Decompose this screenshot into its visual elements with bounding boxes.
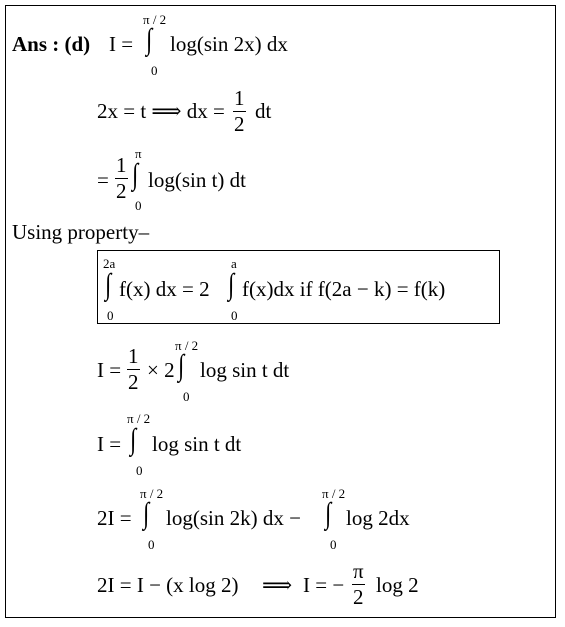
line2-dt: dt (255, 99, 272, 123)
prop-right-part: f(x)dx if f(2a − k) = f(k) (242, 277, 446, 301)
line7-integrand-1: log(sin 2k) dx − (166, 506, 301, 530)
line7-integral-sign-2: ∫ (325, 497, 332, 530)
fraction-numerator: 1 (234, 86, 245, 110)
line1-integral-sign: ∫ (146, 23, 153, 56)
line5-upper-limit: π / 2 (175, 338, 199, 353)
fraction-denominator: 2 (128, 370, 139, 394)
line7-upper-limit-1: π / 2 (140, 486, 164, 501)
prop-left-part: f(x) dx = 2 (119, 277, 210, 301)
prop-lower-limit-1: 0 (107, 308, 114, 323)
line6-upper-limit: π / 2 (127, 411, 151, 426)
line8-fraction-pi-over-2 (352, 561, 365, 608)
line5-lhs: I = (97, 358, 122, 382)
line5-integrand: log sin t dt (200, 358, 290, 382)
fraction-numerator: π (353, 559, 364, 583)
line8-lhs: 2I = I − (x log 2) (97, 573, 239, 597)
fraction-denominator: 2 (116, 179, 127, 203)
prop-lower-limit-2: 0 (231, 308, 238, 323)
line6-lower-limit: 0 (136, 463, 143, 478)
line1-integrand: log(sin 2x) dx (170, 32, 288, 56)
prop-upper-limit-a: a (231, 256, 237, 271)
cut-off-text-fragment (150, 619, 550, 627)
line8-tail: log 2 (376, 573, 419, 597)
prop-integral-sign-2: ∫ (228, 268, 235, 301)
fraction-numerator: 1 (116, 153, 127, 177)
line7-integrand-2: log 2dx (346, 506, 410, 530)
line2-substitution: 2x = t ⟹ dx = (97, 99, 225, 123)
line5-fraction-half (127, 346, 140, 393)
line1-lower-limit: 0 (151, 63, 158, 78)
answer-label: Ans : (d) (12, 32, 91, 56)
line5-times-two: × 2 (147, 358, 175, 382)
line7-lower-limit-2: 0 (330, 537, 337, 552)
line6-integral-sign: ∫ (130, 423, 137, 456)
prop-integral-sign-1: ∫ (105, 268, 112, 301)
line3-integral-sign: ∫ (132, 158, 139, 191)
using-property-text: Using property– (12, 220, 150, 244)
line6-lhs: I = (97, 432, 122, 456)
line7-upper-limit-2: π / 2 (322, 486, 346, 501)
line3-eq: = (97, 168, 109, 192)
line3-integrand: log(sin t) dt (148, 168, 246, 192)
fraction-denominator: 2 (353, 585, 364, 609)
line8-implies-arrow: ⟹ (262, 573, 293, 597)
line3-fraction-half (115, 155, 128, 202)
fraction-numerator: 1 (128, 344, 139, 368)
line6-integrand: log sin t dt (152, 432, 242, 456)
line7-lhs: 2I = (97, 506, 132, 530)
line7-lower-limit-1: 0 (148, 537, 155, 552)
line1-upper-limit: π / 2 (143, 12, 167, 27)
line7-integral-sign-1: ∫ (143, 497, 150, 530)
line8-rhs: I = − (303, 573, 345, 597)
line5-integral-sign: ∫ (178, 349, 185, 382)
line3-upper-limit: π (135, 146, 142, 161)
fraction-denominator: 2 (234, 112, 245, 136)
line2-fraction-half (233, 88, 246, 135)
line3-lower-limit: 0 (135, 198, 142, 213)
line5-lower-limit: 0 (183, 389, 190, 404)
prop-upper-limit-2a: 2a (103, 256, 116, 271)
line1-lhs: I = (109, 32, 134, 56)
